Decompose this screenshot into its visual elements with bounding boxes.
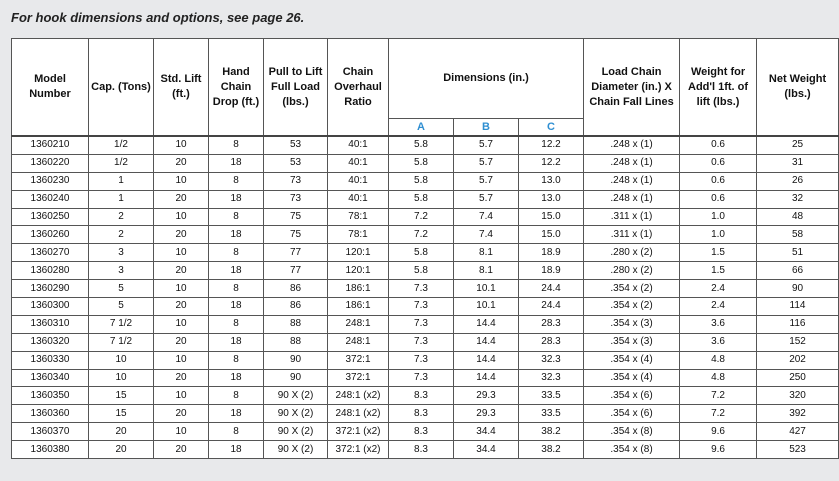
cell-dimension-b: 8.1 [454, 262, 519, 280]
cell-overhaul-ratio: 78:1 [328, 226, 389, 244]
cell-load-chain-diameter: .354 x (8) [584, 441, 680, 459]
cell-standard-lift: 10 [154, 351, 209, 369]
cell-capacity: 20 [89, 423, 154, 441]
cell-hand-chain-drop: 18 [209, 441, 264, 459]
cell-dimension-a: 7.3 [389, 315, 454, 333]
cell-additional-weight: 0.6 [680, 136, 757, 154]
table-row [12, 208, 839, 226]
cell-overhaul-ratio: 372:1 [328, 351, 389, 369]
cell-model-number: 1360280 [12, 262, 89, 280]
cell-pull-to-lift: 90 X (2) [264, 387, 328, 405]
cell-capacity: 15 [89, 405, 154, 423]
cell-standard-lift: 20 [154, 262, 209, 280]
cell-capacity: 1/2 [89, 136, 154, 154]
table-row [12, 244, 839, 262]
cell-standard-lift: 10 [154, 136, 209, 154]
cell-load-chain-diameter: .354 x (6) [584, 387, 680, 405]
header-capacity: Cap. (Tons) [89, 39, 154, 137]
header-overhaul-ratio: Chain Overhaul Ratio [328, 39, 389, 137]
cell-hand-chain-drop: 18 [209, 405, 264, 423]
cell-overhaul-ratio: 120:1 [328, 244, 389, 262]
cell-overhaul-ratio: 186:1 [328, 298, 389, 316]
cell-model-number: 1360270 [12, 244, 89, 262]
cell-dimension-a: 7.3 [389, 298, 454, 316]
cell-capacity: 3 [89, 262, 154, 280]
cell-hand-chain-drop: 18 [209, 369, 264, 387]
cell-capacity: 15 [89, 387, 154, 405]
cell-hand-chain-drop: 8 [209, 351, 264, 369]
cell-overhaul-ratio: 40:1 [328, 154, 389, 172]
cell-additional-weight: 2.4 [680, 280, 757, 298]
cell-capacity: 1 [89, 172, 154, 190]
cell-hand-chain-drop: 18 [209, 333, 264, 351]
table-row [12, 298, 839, 316]
cell-hand-chain-drop: 18 [209, 298, 264, 316]
header-load-chain-diameter: Load Chain Diameter (in.) X Chain Fall Lines [584, 39, 680, 137]
cell-dimension-b: 10.1 [454, 298, 519, 316]
cell-dimension-c: 15.0 [519, 226, 584, 244]
cell-pull-to-lift: 75 [264, 226, 328, 244]
cell-dimension-b: 10.1 [454, 280, 519, 298]
cell-additional-weight: 7.2 [680, 387, 757, 405]
cell-dimension-b: 34.4 [454, 441, 519, 459]
cell-pull-to-lift: 86 [264, 298, 328, 316]
header-dimension-c: C [519, 119, 584, 137]
cell-dimension-a: 5.8 [389, 154, 454, 172]
cell-standard-lift: 20 [154, 405, 209, 423]
cell-dimension-a: 8.3 [389, 387, 454, 405]
cell-overhaul-ratio: 372:1 (x2) [328, 441, 389, 459]
table-row [12, 262, 839, 280]
cell-additional-weight: 1.5 [680, 262, 757, 280]
cell-dimension-c: 12.2 [519, 136, 584, 154]
cell-pull-to-lift: 77 [264, 262, 328, 280]
cell-pull-to-lift: 88 [264, 333, 328, 351]
cell-pull-to-lift: 90 X (2) [264, 441, 328, 459]
cell-additional-weight: 1.0 [680, 208, 757, 226]
cell-capacity: 7 1/2 [89, 315, 154, 333]
cell-dimension-c: 32.3 [519, 351, 584, 369]
cell-pull-to-lift: 77 [264, 244, 328, 262]
header-pull-to-lift: Pull to Lift Full Load (lbs.) [264, 39, 328, 137]
table-body [12, 136, 839, 459]
table-row [12, 280, 839, 298]
cell-model-number: 1360260 [12, 226, 89, 244]
cell-net-weight: 320 [757, 387, 839, 405]
cell-net-weight: 32 [757, 190, 839, 208]
cell-pull-to-lift: 53 [264, 154, 328, 172]
cell-pull-to-lift: 75 [264, 208, 328, 226]
cell-dimension-c: 28.3 [519, 333, 584, 351]
cell-net-weight: 392 [757, 405, 839, 423]
cell-dimension-c: 18.9 [519, 244, 584, 262]
cell-standard-lift: 20 [154, 154, 209, 172]
cell-dimension-c: 38.2 [519, 423, 584, 441]
table-row [12, 423, 839, 441]
cell-hand-chain-drop: 8 [209, 172, 264, 190]
cell-hand-chain-drop: 8 [209, 208, 264, 226]
cell-dimension-b: 14.4 [454, 351, 519, 369]
cell-load-chain-diameter: .280 x (2) [584, 262, 680, 280]
header-net-weight: Net Weight (lbs.) [757, 39, 839, 137]
cell-model-number: 1360380 [12, 441, 89, 459]
cell-pull-to-lift: 86 [264, 280, 328, 298]
cell-load-chain-diameter: .248 x (1) [584, 154, 680, 172]
cell-capacity: 3 [89, 244, 154, 262]
cell-dimension-a: 5.8 [389, 136, 454, 154]
cell-overhaul-ratio: 248:1 [328, 333, 389, 351]
cell-load-chain-diameter: .354 x (4) [584, 369, 680, 387]
cell-dimension-a: 5.8 [389, 190, 454, 208]
table-row [12, 351, 839, 369]
cell-dimension-c: 13.0 [519, 172, 584, 190]
cell-dimension-b: 5.7 [454, 136, 519, 154]
cell-dimension-b: 14.4 [454, 333, 519, 351]
cell-model-number: 1360210 [12, 136, 89, 154]
table-row [12, 387, 839, 405]
cell-standard-lift: 20 [154, 190, 209, 208]
cell-dimension-b: 5.7 [454, 154, 519, 172]
cell-additional-weight: 0.6 [680, 172, 757, 190]
cell-capacity: 5 [89, 280, 154, 298]
cell-pull-to-lift: 73 [264, 172, 328, 190]
cell-model-number: 1360320 [12, 333, 89, 351]
cell-overhaul-ratio: 186:1 [328, 280, 389, 298]
cell-overhaul-ratio: 248:1 (x2) [328, 387, 389, 405]
page-reference-note: For hook dimensions and options, see page 26. [11, 10, 305, 25]
cell-load-chain-diameter: .311 x (1) [584, 208, 680, 226]
cell-net-weight: 66 [757, 262, 839, 280]
cell-dimension-b: 7.4 [454, 226, 519, 244]
cell-model-number: 1360220 [12, 154, 89, 172]
cell-hand-chain-drop: 8 [209, 136, 264, 154]
cell-net-weight: 58 [757, 226, 839, 244]
cell-model-number: 1360290 [12, 280, 89, 298]
cell-load-chain-diameter: .354 x (2) [584, 298, 680, 316]
cell-additional-weight: 4.8 [680, 351, 757, 369]
cell-standard-lift: 10 [154, 315, 209, 333]
cell-standard-lift: 10 [154, 280, 209, 298]
cell-hand-chain-drop: 8 [209, 387, 264, 405]
table-row [12, 405, 839, 423]
cell-load-chain-diameter: .354 x (3) [584, 315, 680, 333]
cell-dimension-b: 7.4 [454, 208, 519, 226]
cell-overhaul-ratio: 372:1 (x2) [328, 423, 389, 441]
table-row [12, 333, 839, 351]
cell-hand-chain-drop: 8 [209, 423, 264, 441]
cell-model-number: 1360230 [12, 172, 89, 190]
cell-overhaul-ratio: 40:1 [328, 190, 389, 208]
cell-dimension-c: 28.3 [519, 315, 584, 333]
cell-dimension-a: 8.3 [389, 405, 454, 423]
cell-load-chain-diameter: .354 x (3) [584, 333, 680, 351]
cell-load-chain-diameter: .248 x (1) [584, 136, 680, 154]
cell-net-weight: 90 [757, 280, 839, 298]
table-row [12, 154, 839, 172]
cell-dimension-b: 29.3 [454, 387, 519, 405]
cell-dimension-c: 18.9 [519, 262, 584, 280]
cell-net-weight: 152 [757, 333, 839, 351]
cell-model-number: 1360240 [12, 190, 89, 208]
cell-dimension-b: 14.4 [454, 369, 519, 387]
table-row [12, 172, 839, 190]
cell-standard-lift: 10 [154, 423, 209, 441]
cell-overhaul-ratio: 78:1 [328, 208, 389, 226]
cell-dimension-b: 5.7 [454, 190, 519, 208]
table-row [12, 226, 839, 244]
cell-capacity: 1 [89, 190, 154, 208]
cell-pull-to-lift: 90 X (2) [264, 405, 328, 423]
cell-dimension-a: 7.2 [389, 226, 454, 244]
cell-net-weight: 427 [757, 423, 839, 441]
cell-additional-weight: 7.2 [680, 405, 757, 423]
cell-model-number: 1360340 [12, 369, 89, 387]
cell-additional-weight: 0.6 [680, 154, 757, 172]
cell-dimension-a: 7.3 [389, 369, 454, 387]
cell-net-weight: 114 [757, 298, 839, 316]
cell-additional-weight: 1.0 [680, 226, 757, 244]
cell-dimension-a: 5.8 [389, 244, 454, 262]
cell-capacity: 10 [89, 351, 154, 369]
cell-capacity: 2 [89, 208, 154, 226]
cell-dimension-a: 8.3 [389, 441, 454, 459]
cell-pull-to-lift: 90 X (2) [264, 423, 328, 441]
cell-pull-to-lift: 90 [264, 369, 328, 387]
cell-hand-chain-drop: 18 [209, 262, 264, 280]
cell-model-number: 1360300 [12, 298, 89, 316]
cell-capacity: 7 1/2 [89, 333, 154, 351]
cell-dimension-a: 7.3 [389, 280, 454, 298]
cell-dimension-c: 32.3 [519, 369, 584, 387]
cell-load-chain-diameter: .248 x (1) [584, 190, 680, 208]
cell-overhaul-ratio: 248:1 (x2) [328, 405, 389, 423]
cell-dimension-c: 38.2 [519, 441, 584, 459]
cell-hand-chain-drop: 18 [209, 190, 264, 208]
cell-additional-weight: 0.6 [680, 190, 757, 208]
cell-overhaul-ratio: 120:1 [328, 262, 389, 280]
cell-dimension-a: 7.2 [389, 208, 454, 226]
cell-dimension-c: 15.0 [519, 208, 584, 226]
cell-dimension-a: 8.3 [389, 423, 454, 441]
header-standard-lift: Std. Lift (ft.) [154, 39, 209, 137]
header-model-number: Model Number [12, 39, 89, 137]
cell-hand-chain-drop: 18 [209, 154, 264, 172]
cell-dimension-c: 33.5 [519, 387, 584, 405]
cell-standard-lift: 10 [154, 208, 209, 226]
cell-standard-lift: 10 [154, 387, 209, 405]
cell-overhaul-ratio: 40:1 [328, 136, 389, 154]
cell-capacity: 10 [89, 369, 154, 387]
cell-hand-chain-drop: 8 [209, 280, 264, 298]
table-row [12, 441, 839, 459]
cell-hand-chain-drop: 18 [209, 226, 264, 244]
cell-additional-weight: 3.6 [680, 315, 757, 333]
cell-additional-weight: 9.6 [680, 441, 757, 459]
table-row [12, 190, 839, 208]
cell-dimension-a: 5.8 [389, 172, 454, 190]
cell-dimension-a: 5.8 [389, 262, 454, 280]
cell-additional-weight: 3.6 [680, 333, 757, 351]
cell-model-number: 1360350 [12, 387, 89, 405]
cell-dimension-a: 7.3 [389, 351, 454, 369]
cell-hand-chain-drop: 8 [209, 244, 264, 262]
cell-load-chain-diameter: .354 x (2) [584, 280, 680, 298]
cell-model-number: 1360310 [12, 315, 89, 333]
cell-load-chain-diameter: .280 x (2) [584, 244, 680, 262]
cell-pull-to-lift: 90 [264, 351, 328, 369]
table-row [12, 369, 839, 387]
header-hand-chain-drop: Hand Chain Drop (ft.) [209, 39, 264, 137]
cell-model-number: 1360250 [12, 208, 89, 226]
cell-net-weight: 26 [757, 172, 839, 190]
cell-overhaul-ratio: 40:1 [328, 172, 389, 190]
cell-pull-to-lift: 73 [264, 190, 328, 208]
cell-dimension-c: 12.2 [519, 154, 584, 172]
cell-load-chain-diameter: .248 x (1) [584, 172, 680, 190]
cell-capacity: 1/2 [89, 154, 154, 172]
cell-model-number: 1360330 [12, 351, 89, 369]
cell-additional-weight: 4.8 [680, 369, 757, 387]
cell-standard-lift: 20 [154, 298, 209, 316]
cell-additional-weight: 2.4 [680, 298, 757, 316]
cell-load-chain-diameter: .354 x (8) [584, 423, 680, 441]
cell-overhaul-ratio: 372:1 [328, 369, 389, 387]
cell-model-number: 1360360 [12, 405, 89, 423]
cell-dimension-c: 13.0 [519, 190, 584, 208]
header-dimensions: Dimensions (in.) [389, 39, 584, 119]
cell-standard-lift: 20 [154, 333, 209, 351]
cell-pull-to-lift: 53 [264, 136, 328, 154]
cell-dimension-c: 33.5 [519, 405, 584, 423]
header-dimension-a: A [389, 119, 454, 137]
cell-standard-lift: 20 [154, 369, 209, 387]
table-row [12, 136, 839, 154]
header-additional-weight: Weight for Add'l 1ft. of lift (lbs.) [680, 39, 757, 137]
cell-pull-to-lift: 88 [264, 315, 328, 333]
cell-capacity: 5 [89, 298, 154, 316]
cell-net-weight: 523 [757, 441, 839, 459]
cell-dimension-b: 34.4 [454, 423, 519, 441]
header-dimension-b: B [454, 119, 519, 137]
cell-net-weight: 48 [757, 208, 839, 226]
cell-net-weight: 202 [757, 351, 839, 369]
cell-load-chain-diameter: .311 x (1) [584, 226, 680, 244]
cell-dimension-b: 14.4 [454, 315, 519, 333]
cell-net-weight: 116 [757, 315, 839, 333]
cell-dimension-b: 5.7 [454, 172, 519, 190]
cell-standard-lift: 20 [154, 441, 209, 459]
cell-dimension-c: 24.4 [519, 280, 584, 298]
cell-dimension-c: 24.4 [519, 298, 584, 316]
cell-load-chain-diameter: .354 x (6) [584, 405, 680, 423]
cell-net-weight: 25 [757, 136, 839, 154]
cell-load-chain-diameter: .354 x (4) [584, 351, 680, 369]
cell-hand-chain-drop: 8 [209, 315, 264, 333]
cell-dimension-b: 29.3 [454, 405, 519, 423]
cell-overhaul-ratio: 248:1 [328, 315, 389, 333]
cell-standard-lift: 20 [154, 226, 209, 244]
cell-dimension-b: 8.1 [454, 244, 519, 262]
table-row [12, 315, 839, 333]
cell-standard-lift: 10 [154, 244, 209, 262]
cell-net-weight: 51 [757, 244, 839, 262]
cell-standard-lift: 10 [154, 172, 209, 190]
cell-dimension-a: 7.3 [389, 333, 454, 351]
cell-capacity: 2 [89, 226, 154, 244]
cell-additional-weight: 1.5 [680, 244, 757, 262]
cell-capacity: 20 [89, 441, 154, 459]
cell-net-weight: 250 [757, 369, 839, 387]
hoist-specifications-table [11, 38, 839, 459]
cell-net-weight: 31 [757, 154, 839, 172]
cell-additional-weight: 9.6 [680, 423, 757, 441]
cell-model-number: 1360370 [12, 423, 89, 441]
